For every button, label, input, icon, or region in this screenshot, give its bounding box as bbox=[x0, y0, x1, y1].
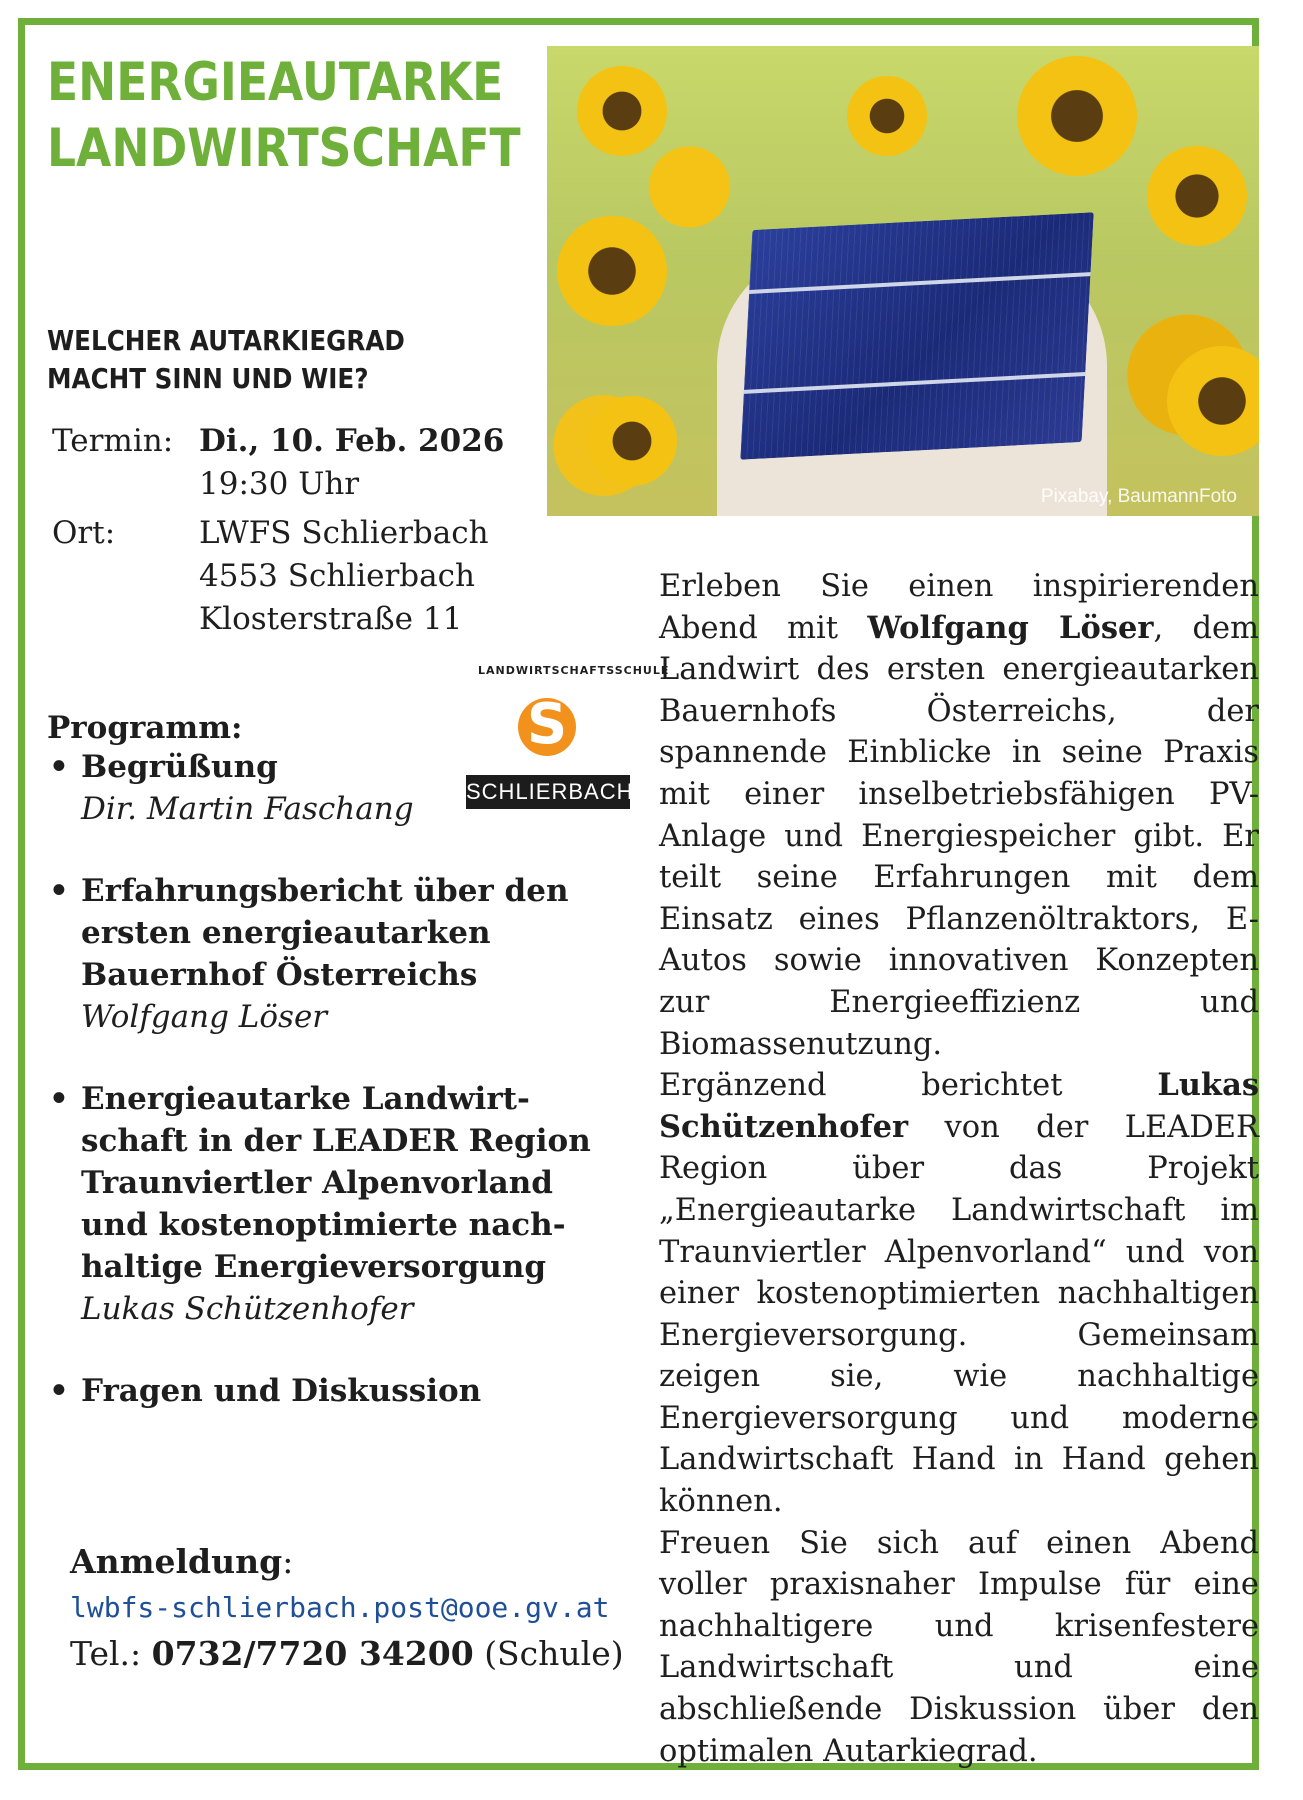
termin-row bbox=[52, 420, 504, 506]
speaker: Wolfgang Löser bbox=[81, 999, 328, 1035]
paragraph: Ergänzend berichtet Lukas Schützenhofer von der LEADER Region über das Projekt „Energieautarke Landwirtschaft im Traunviertler Alpenvorland“ und von einer kostenoptimierten nachhaltigen Energieversorgung. Gemeinsam zeigen sie, wie nachhaltige Energieversorgung und moderne Landwirtschaft Hand in Hand gehen können. bbox=[659, 1067, 1259, 1520]
sunflower-shape bbox=[1167, 346, 1259, 456]
solar-cell bbox=[740, 212, 1094, 459]
event-info bbox=[52, 420, 504, 641]
email-link[interactable]: lwbfs-schlierbach.post@ooe.gv.at bbox=[70, 1591, 610, 1624]
logo-arc-text: LANDWIRTSCHAFTSSCHULE bbox=[478, 664, 670, 677]
sunflower-shape bbox=[1147, 146, 1247, 246]
page-title: ENERGIEAUTARKE LANDWIRTSCHAFT bbox=[47, 52, 521, 179]
sunflower-shape bbox=[847, 76, 927, 156]
sunflower-shape bbox=[1017, 56, 1137, 176]
ort-line: 4553 Schlierbach bbox=[199, 558, 475, 594]
logo-name: SCHLIERBACH bbox=[466, 775, 630, 809]
termin-time: 19:30 Uhr bbox=[199, 466, 360, 502]
description-text bbox=[659, 566, 1259, 1772]
anmeldung-heading: Anmeldung bbox=[70, 1542, 283, 1581]
sunflower-shape bbox=[577, 66, 667, 156]
ort-line: LWFS Schlierbach bbox=[199, 515, 489, 551]
photo-credit: Pixabay, BaumannFoto bbox=[1040, 486, 1237, 507]
bullet-icon: • bbox=[49, 1081, 69, 1117]
logo-letter: S bbox=[526, 692, 568, 757]
anmeldung-block: Anmeldung: lwbfs-schlierbach.post@ooe.gv.at Tel.: 0732/7720 34200 (Schule) bbox=[70, 1538, 624, 1678]
bullet-icon: • bbox=[49, 873, 69, 909]
speaker: Dir. Martin Faschang bbox=[81, 791, 414, 827]
termin-label: Termin: bbox=[52, 423, 174, 459]
speaker: Lukas Schützenhofer bbox=[81, 1291, 414, 1327]
sunflower-solar-photo bbox=[547, 46, 1259, 516]
termin-date: Di., 10. Feb. 2026 bbox=[199, 423, 505, 459]
sunflower-shape bbox=[557, 216, 667, 326]
ort-line: Klosterstraße 11 bbox=[199, 601, 463, 637]
list-item: • Erfahrungsbericht über den ersten energieautarken Bauernhof Österreichs Wolfgang Löser bbox=[49, 870, 629, 1038]
list-item: • Energieautarke Landwirt- schaft in der LEADER Region Traunviertler Alpenvorland und kostenoptimierte nach- haltige Energieversorgung Lukas Schützenhofer bbox=[49, 1078, 629, 1330]
phone-number: 0732/7720 34200 bbox=[151, 1634, 474, 1673]
bullet-icon: • bbox=[49, 749, 69, 785]
list-item: • Begrüßung Dir. Martin Faschang bbox=[49, 746, 629, 830]
bullet-icon: • bbox=[49, 1373, 69, 1409]
ort-label: Ort: bbox=[52, 515, 116, 551]
list-item: • Fragen und Diskussion bbox=[49, 1370, 629, 1412]
sunflower-shape bbox=[587, 396, 677, 486]
phone-line: Tel.: 0732/7720 34200 (Schule) bbox=[70, 1634, 624, 1673]
paragraph: Freuen Sie sich auf einen Abend voller praxisnaher Impulse für eine nachhaltigere und krisenfestere Landwirtschaft und eine abschließende Diskussion über den optimalen Autarkiegrad. bbox=[659, 1525, 1259, 1769]
paragraph: Erleben Sie einen inspirierenden Abend mit Wolfgang Löser, dem Landwirt des ersten energieautarken Bauernhofs Österreichs, der spannende Einblicke in seine Praxis mit einer inselbetriebsfähigen PV-Anlage und Energiespeicher gibt. Er teilt seine Erfahrungen mit dem Einsatz eines Pflanzenöltraktors, E-Autos sowie innovativen Konzepten zur Energieeffizienz und Biomassenutzung. bbox=[659, 569, 1260, 1062]
subtitle: WELCHER AUTARKIEGRAD MACHT SINN UND WIE? bbox=[47, 324, 405, 395]
programm-heading: Programm: bbox=[47, 710, 243, 746]
programm-list bbox=[49, 746, 629, 1452]
ort-row bbox=[52, 512, 504, 641]
